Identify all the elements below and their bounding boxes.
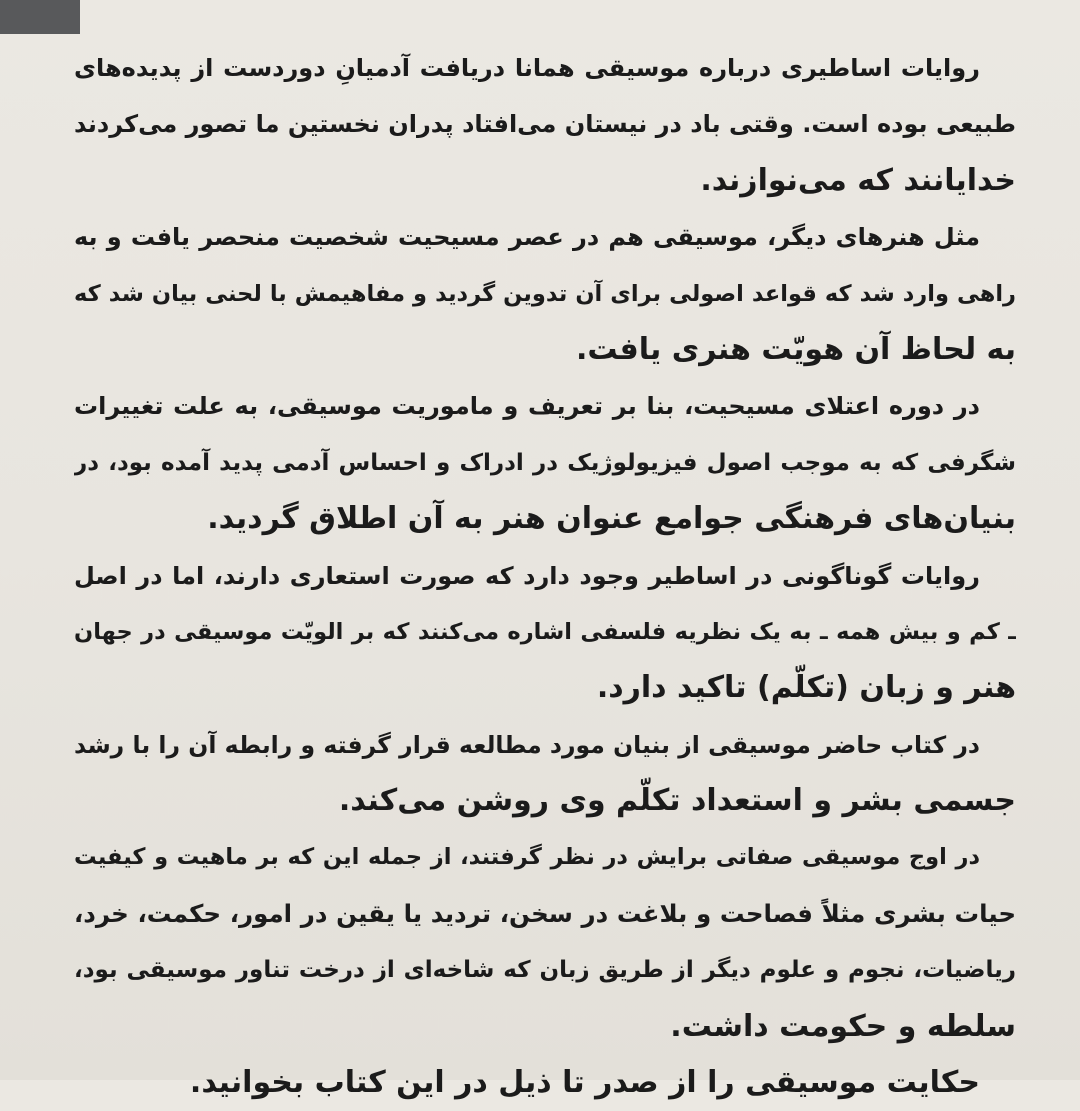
text-line: راهی وارد شد که قواعد اصولی برای آن تدوین گردید و مفاهیمش با لحنی بیان شد که: [74, 280, 1016, 307]
text-line: خدایانند که می‌نوازند.: [700, 162, 1016, 198]
text-line: شگرفی که به موجب اصول فیزیولوژیک در ادراک و احساس آدمی پدید آمده بود، در: [74, 449, 1016, 476]
text-line: در اوج موسیقی صفاتی برایش در نظر گرفتند، از جمله این که بر ماهیت و کیفیت: [74, 844, 980, 871]
text-line: ـ کم و بیش همه ـ به یک نظریه فلسفی اشاره می‌کنند که بر الویّت موسیقی در جهان: [74, 618, 1016, 645]
paragraph: [74, 717, 1016, 830]
text-line: روایات گوناگونی در اساطیر وجود دارد که صورت استعاری دارند، اما در اصل: [74, 561, 980, 590]
text-line: طبیعی بوده است. وقتی باد در نیستان می‌افتاد پدران نخستین ما تصور می‌کردند: [74, 110, 1016, 139]
text-line: مثل هنرهای دیگر، موسیقی هم در عصر مسیحیت شخصیت منحصر یافت و به: [74, 223, 980, 252]
text-line: به لحاظ آن هویّت هنری یافت.: [575, 331, 1016, 367]
text-line: ریاضیات، نجوم و علوم دیگر از طریق زبان که شاخه‌ای از درخت تناور موسیقی بود،: [74, 957, 1016, 984]
paragraph: [74, 1055, 1016, 1111]
dark-corner-tab: [0, 0, 80, 34]
paragraph: [74, 209, 1016, 378]
text-line: در دوره اعتلای مسیحیت، بنا بر تعریف و ماموریت موسیقی، به علت تغییرات: [74, 392, 980, 421]
paragraph: [74, 40, 1016, 209]
text-line: حیات بشری مثلاً فصاحت و بلاغت در سخن، تردید یا یقین در امور، حکمت، خرد،: [74, 898, 1016, 928]
text-line: بنیان‌های فرهنگی جوامع عنوان هنر به آن اطلاق گردید.: [207, 501, 1016, 537]
text-line: جسمی بشر و استعداد تکلّم وی روشن می‌کند.: [338, 783, 1016, 819]
text-line: حکایت موسیقی را از صدر تا ذیل در این کتاب بخوانید.: [189, 1065, 980, 1101]
text-line: روایات اساطیری درباره موسیقی همانا دریافت آدمیانِ دوردست از پدیده‌های: [74, 54, 980, 82]
text-line: در کتاب حاضر موسیقی از بنیان مورد مطالعه قرار گرفته و رابطه آن را با رشد: [74, 730, 980, 759]
text-line: سلطه و حکومت داشت.: [670, 1008, 1016, 1044]
book-page-text: [74, 40, 1016, 1101]
paragraph: [74, 548, 1016, 717]
paragraph: [74, 829, 1016, 1055]
paragraph: [74, 378, 1016, 547]
text-line: هنر و زبان (تکلّم) تاکید دارد.: [596, 670, 1016, 706]
